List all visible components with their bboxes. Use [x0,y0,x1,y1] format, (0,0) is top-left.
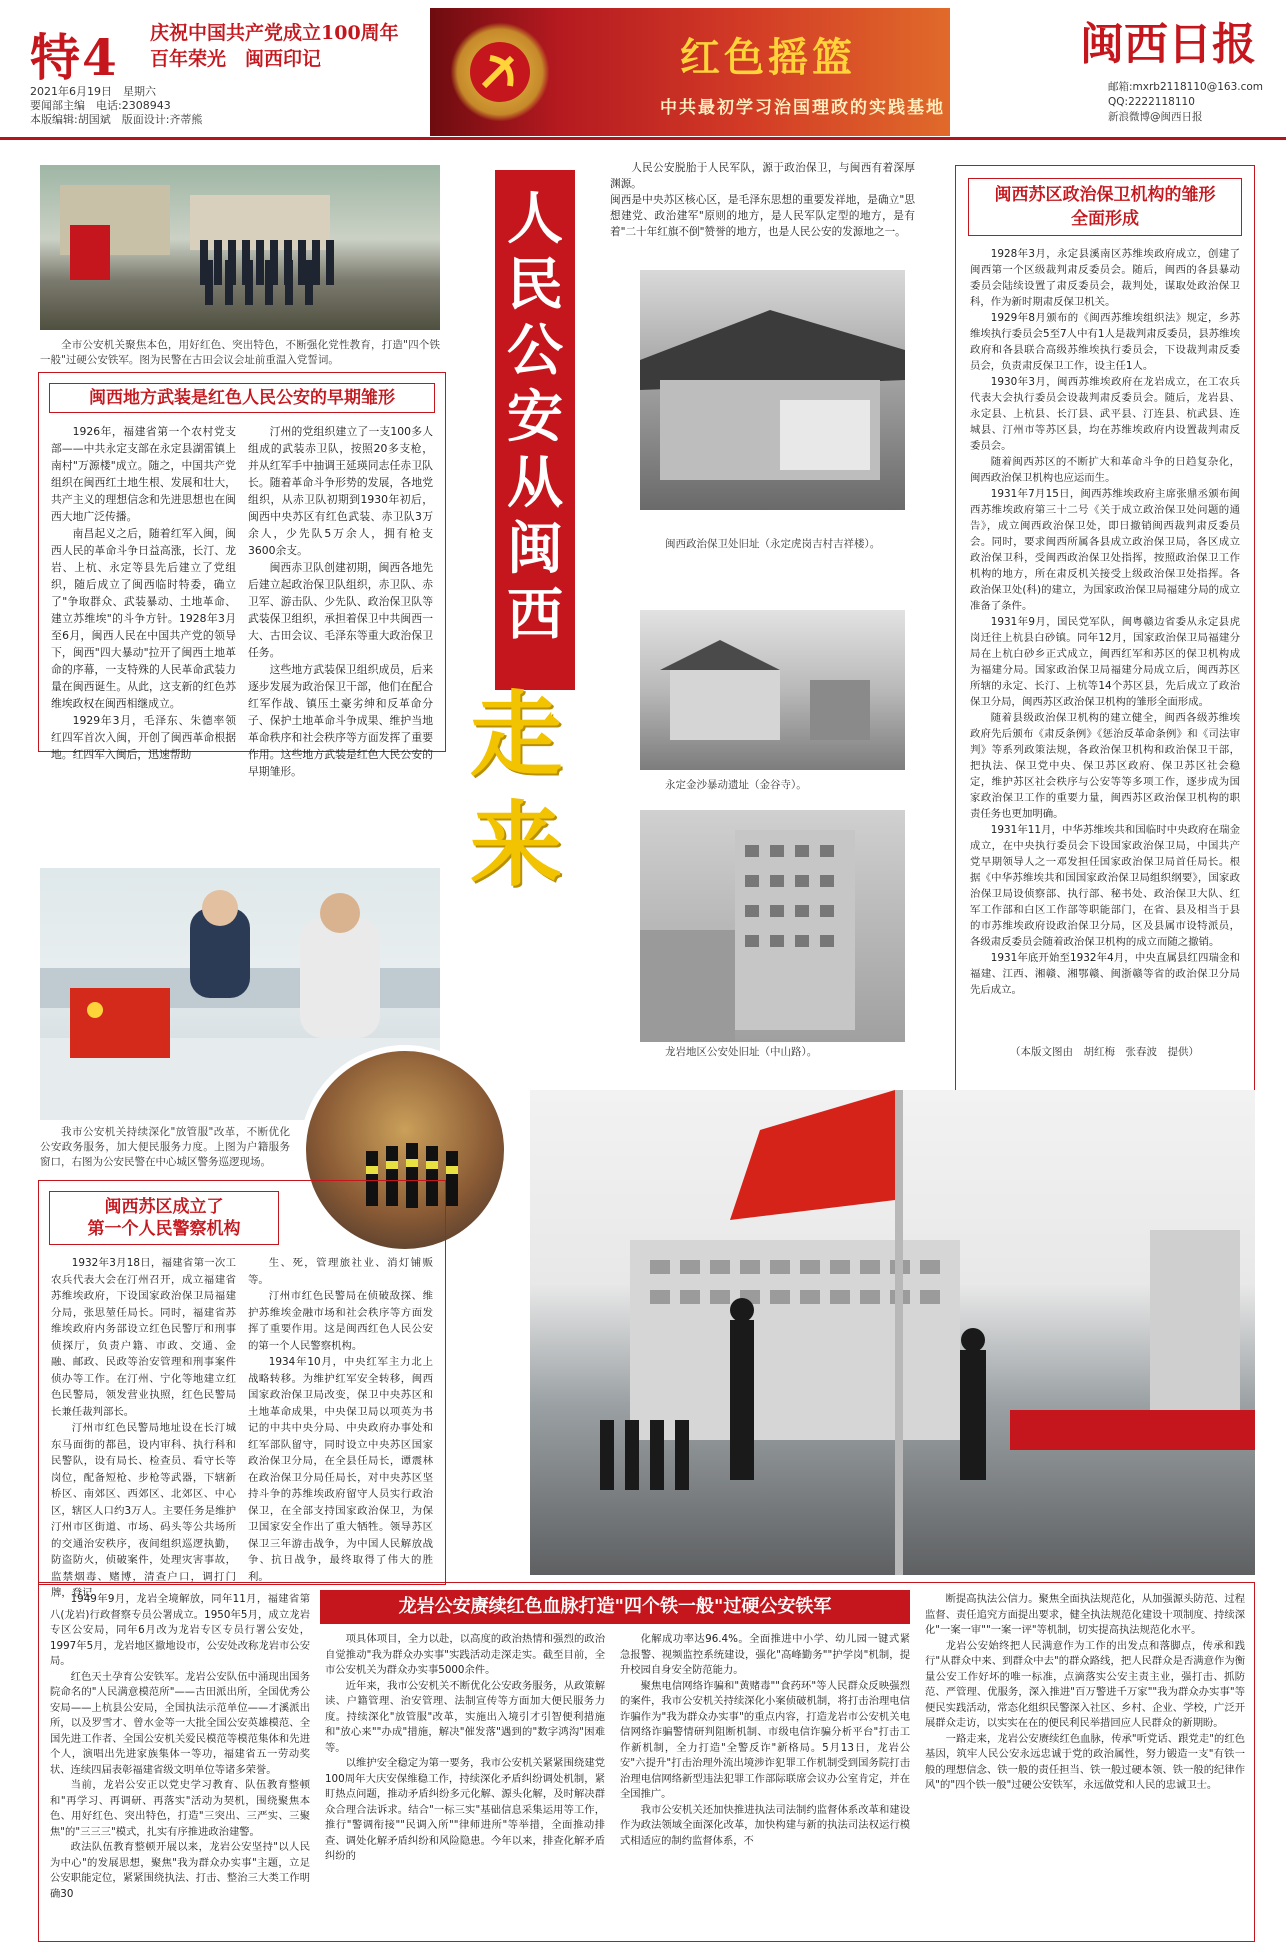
page-theme [150,20,410,72]
article-column [50,1592,310,1902]
paragraph: 1949年9月，龙岩全境解放，同年11月，福建省第八(龙岩)行政督察专员公署成立。1950年5月，成立龙岩专区公安局，同年6月改为龙岩专区专员行署公安处，1997年5月，龙岩地区撤地设市，公安处改称龙岩市公安局。 [50,1593,310,1667]
paragraph: 随着闽西苏区的不断扩大和革命斗争的日趋复杂化，闽西政治保卫机构也应运而生。 [970,456,1240,484]
paragraph: 1931年7月15日，闽西苏维埃政府主席张鼎丞颁布闽西苏维埃政府第三十二号《关于成立政治保卫处问题的通告》，成立闽西政治保卫处，即日撤销闽西裁判肃反委员会。同时，要求闽西所属各县成立政治保卫局，各区成立政治保卫科，受闽西政治保卫处指挥，按照政治保卫工作机构的地方，所在肃反机关接受上级政治保卫处指挥。各政治保卫处(科)的建立，为国家政治保卫局福建分局的成立准备了条件。 [970,488,1240,612]
paragraph: 红色天土孕育公安铁军。龙岩公安队伍中涌现出国务院命名的"人民满意模范所"——古田派出所，全国优秀公安局——上杭县公安局，全国执法示范单位——才溪派出所，以及罗雪才、曾水金等一大批全国公安英雄模范、全国先进工作者、全国公安机关爱民模范等模范集体和先进个人，演唱出先进家族集体一等功，福建省五一劳动奖状、连续四届表彰福建省级文明单位等诸多荣誉。 [50,1670,310,1776]
section-early-armed-forces [38,372,446,778]
paragraph: 我市公安机关还加快推进执法司法制约监督体系改革和建设作为政法领域全面深化改革，加快构建与新的执法司法权运行模式相适应的制约监督体系，不 [620,1803,910,1847]
article-column [248,1255,433,1602]
paragraph: 化解成功率达96.4%。全面推进中小学、幼儿园一键式紧急报警、视频监控系统建设，强化"高峰勤务""护学岗"机制，提升校园自身安全防范能力。 [620,1633,910,1676]
article-column [956,244,1254,1000]
paragraph: 聚焦电信网络诈骗和"黄赌毒""食药环"等人民群众反映强烈的案件，我市公安机关持续深化小案侦破机制，将打击治理电信诈骗作为"我为群众办实事"的重点内容，打造龙岩市公安机关电信网络诈骗警情研判阻断机制、市级电信诈骗分析平台"打击工作新机制，全力打造"全警反诈"新格局。5月13日，龙岩公安"六提升"打击治理外流出境涉诈犯罪工作机制受到国务院打击治理电信网络新型违法犯罪工作部际联席会议办公室肯定，并在全国推广。 [620,1679,910,1800]
paragraph: 1929年3月，毛泽东、朱德率领红四军首次入闽，开创了闽西革命根据地。红四军入闽后，迅速帮助 [51,714,236,761]
paragraph: 以维护安全稳定为第一要务，我市公安机关紧紧围绕建党100周年大庆安保维稳工作，持续深化矛盾纠纷调处机制，紧盯热点问题，推动矛盾纠纷多元化解、源头化解，及时解决群众合理合法诉求。结合"一标三实"基础信息采集运用等工作，推行"警调衔接""民调入所""律师进所"等举措，全面推动排查、调处化解矛盾纠纷和风险隐患。今年以来，排查化解矛盾纠纷的 [325,1757,605,1862]
intro-text: 人民公安脱胎于人民军队，源于政治保卫，与闽西有着深厚渊源。 闽西是中央苏区核心区，是毛泽东思想的重要发祥地，是确立"思想建党、政治建军"原则的地方，是人民军队定型的地方，是有着"二十年红旗不倒"赞誉的地方，也是人民公安的发源地之一。 [610,162,915,238]
article-column [325,1632,605,1865]
paragraph: 项具体项目，全力以赴，以高度的政治热情和强烈的政治自觉推动"我为群众办实事"实践活动走深走实。截至目前，全市公安机关为群众办实事5000余件。 [325,1633,605,1676]
headline-accent-char: 来 [470,791,563,899]
headline-accent [470,680,562,900]
paragraph: 1929年8月颁布的《闽西苏维埃组织法》规定，乡苏维埃执行委员会5至7人中有1人是裁判肃反委员，县苏维埃政府和各县联合高级苏维埃执行委员会，下设裁判肃反委员会，负责肃反保卫工作，设主任1人。 [970,312,1240,372]
photo-longyan-police-old-site [640,810,905,1042]
party-emblem-icon [450,22,550,122]
headline-char: 从 [507,450,563,516]
article-column [925,1592,1245,1794]
issue-editor: 要闻部主编 电话:2308943 [30,99,171,112]
paragraph: 近年来，我市公安机关不断优化公安政务服务，从政策解读、户籍管理、治安管理、法制宣传等方面加大便民服务力度。持续深化"放管服"改革，实施出入境引才引智便利措施和"放心来""办成"措施，解决"催发落"遇到的"数字鸿沟"困难等。 [325,1679,605,1754]
headline-char: 闽 [507,516,563,582]
section-first-police-agency [38,1180,446,1599]
paragraph: 断提高执法公信力。聚焦全面执法规范化，从加强源头防范、过程监督、责任追究方面提出要求，健全执法规范化建设十项制度、持续深化"一案一审""一案一评"等机制，切实提高执法规范化水平。 [925,1593,1245,1636]
photo-jinsha-uprising-site [640,610,905,770]
section-heading [968,178,1242,236]
issue-design: 本版编辑:胡国斌 版面设计:齐蒂熊 [30,113,203,126]
contact-weibo: 新浪微博@闽西日报 [1108,111,1203,123]
heading-line-1: 闽西苏区成立了 [104,1197,224,1217]
photo-service-caption: 我市公安机关持续深化"放管服"改革，不断优化公安政务服务，加大便民服务力度。上图为户籍服务窗口，右图为公安民警在中心城区警务巡逻现场。 [40,1126,290,1168]
headline-char: 安 [507,384,563,450]
paragraph: 1934年10月，中央红军主力北上战略转移。为维护红军安全转移，闽西国家政治保卫局改变，保卫中央苏区和土地革命成果，中央保卫局以项英为书记的中共中央分局、中央政府办事处和红军部队留守，同时设立中央苏区国家政治保卫分局，在全县任局长，谭震林在政治保卫分局任局长，对中央苏区坚持斗争的苏维埃政府留守人员实行政治保卫，在全部支持国家政治保卫，为保卫国家安全作出了重大牺牲。领导苏区保卫三年游击战争，为中国人民解放战争、抗日战争，最终取得了伟大的胜利。 [248,1356,433,1583]
paragraph: 生、死，管理旅社业、消灯铺贩等。 [248,1257,433,1286]
newspaper-logo: 闽西日报 [1080,19,1256,70]
paragraph: 当前，龙岩公安正以党史学习教育、队伍教育整顿和"再学习、再调研、再落实"活动为契机，围绕聚焦本色、用好红色、突出特色，打造"三突出、三严实、三聚焦"的"三三三"模式，扎实有序推进政治建警。 [50,1779,310,1838]
paragraph: 1930年3月，闽西苏维埃政府在龙岩成立，在工农兵代表大会执行委员会设裁判肃反委员会。随后，龙岩县、永定县、上杭县、长汀县、武平县、汀连县、杭武县、连城县、汀州市等苏区县，均在苏维埃政府内设置裁判肃反委员会。 [970,376,1240,452]
headline-char: 民 [507,252,563,318]
article-column [248,423,433,780]
paragraph: 1931年9月，国民党军队，闽粤赣边省委从永定县虎岗迁往上杭县白砂镇。同年12月，国家政治保卫局福建分局在上杭白砂乡正式成立，闽西红军和苏区的保卫机构成为福建分局。国家政治保卫局福建分局成立后，闽西苏区所辖的永定、长汀、上杭等14个苏区县，先后成立了政治保卫分局，闽西苏区政治保卫机构的雏形全面形成。 [970,616,1240,708]
heading-line-2: 第一个人民警察机构 [87,1219,241,1239]
photo-security-office-caption: 闽西政治保卫处旧址（永定虎岗吉村吉祥楼）。 [665,538,881,550]
paragraph: 汀州市红色民警局地址设在长汀城东马面街的都邑，设内审科、执行科和民警队，设有局长、检查员、看守长等岗位，配备短枪、步枪等武器，下辖新桥区、南郊区、西郊区、北郊区、中心区，辖区人口约3万人。主要任务是维护汀州市区街道、市场、码头等公共场所的交通治安秩序，夜间组织巡逻执勤，防盗防火，侦破案件，处理灾害事故，监禁烟毒、赌博，清查户口，调打门牌，登记 [51,1422,236,1599]
banner-subtitle: 中共最初学习治国理政的实践基地 [660,98,945,118]
bottom-story-heading: 龙岩公安赓续红色血脉打造"四个铁一般"过硬公安铁军 [320,1590,910,1624]
photo-longyan-old-site-caption: 龙岩地区公安处旧址（中山路）。 [665,1046,818,1058]
paragraph: 汀州的党组织建立了一支100多人组成的武装赤卫队，按照20多支枪，并从红军手中抽调王延瑛同志任赤卫队长。随着革命斗争形势的发展，各地党组织，从赤卫队初期到1930年初后，闽西中央苏区有红色武装、赤卫队3万余人，少先队5万余人，拥有枪支3600余支。 [248,425,433,557]
masthead [0,0,1286,140]
theme-line-2: 百年荣光 闽西印记 [150,48,322,70]
headline-char: 公 [507,318,563,384]
contact-email: 邮箱:mxrb2118110@163.com [1108,81,1264,93]
heading-line-1: 闽西苏区政治保卫机构的雏形 [994,185,1216,205]
paragraph: 1926年，福建省第一个农村党支部——中共永定支部在永定县湖雷镇上南村"万源楼"成立。随之，中国共产党组织在闽西红土地生根、发展和壮大，共产主义的理想信念和先进思想也在闽西大地广泛传播。 [51,425,236,523]
page-number: 特4 [30,28,119,87]
article-column [620,1632,910,1849]
section-political-security-agency [955,165,1255,1100]
photo-credit: （本版文图由 胡红梅 张春波 提供） [1010,1046,1199,1058]
section-heading [49,1191,279,1245]
paragraph: 1928年3月，永定县溪南区苏维埃政府成立，创建了闽西第一个区级裁判肃反委员会。随后，闽西的各县暴动委员会陆续设置了肃反委员会，裁判处，谋取处政治保卫科，作为新时期肃反保卫机关。 [970,248,1240,308]
paragraph: 南昌起义之后，随着红军入闽，闽西人民的革命斗争日益高涨，长汀、龙岩、上杭、永定等县先后建立了党组织，随后成立了闽西临时特委，确立了"争取群众、武装暴动、土地革命、建立苏维埃"的斗争方针。1928年3月至6月，闽西人民在中国共产党的领导下，闽西"四大暴动"拉开了闽西土地革命的序幕，一支特殊的人民革命武装力量在闽西诞生。从此，这支新的红色苏维埃政权在闽西相继成立。 [51,527,236,710]
contact-info [1108,80,1263,125]
section-heading: 闽西地方武装是红色人民公安的早期雏形 [49,383,435,413]
headline-char: 西 [507,582,563,648]
banner-title: 红色摇篮 [680,34,856,81]
issue-meta [30,85,202,127]
article-column [51,1255,236,1602]
theme-line-1: 庆祝中国共产党成立100周年 [150,22,399,44]
headline-accent-char: 走 [470,681,563,789]
headline-char: 人 [507,186,563,252]
photo-police-oath [40,165,440,330]
main-headline [495,170,575,690]
paragraph: 龙岩公安始终把人民满意作为工作的出发点和落脚点，传承和践行"从群众中来、到群众中去"的群众路线，把人民群众是否满意作为衡量公安工作好坏的唯一标准，点滴落实公安主责主业，强打击、抓防范、严管理、优服务，深入推进"百万警进千万家""我为群众办实事"等便民实践活动，常态化组织民警深入社区、乡村、企业、学校，广泛开展群众走访，以实实在在的便民利民举措回应人民群众的新期盼。 [925,1639,1245,1729]
photo-jinsha-caption: 永定金沙暴动遗址（金谷寺）。 [665,779,807,791]
paragraph: 这些地方武装保卫组织成员，后来逐步发展为政治保卫干部，他们在配合红军作战、镇压土豪劣绅和反革命分子、保护土地革命斗争成果、维护当地革命秩序和社会秩序等方面发挥了重要作用。这些地方武装是红色人民公安的早期雏形。 [248,663,433,778]
issue-date: 2021年6月19日 星期六 [30,85,156,98]
paragraph: 随着县级政治保卫机构的建立健全，闽西各级苏维埃政府先后颁布《肃反条例》《惩治反革命条例》和《司法审判》等系列政策法规，各政治保卫机构和政治保卫干部，把执法、保卫党中央、保卫苏区政府、保卫苏区社会稳定，维护苏区社会秩序与公安等等多项工作，逐步成为国家政治保卫工作的重要力量，闽西苏区政治保卫机构的职责任务也更加明确。 [970,712,1240,820]
paragraph: 政法队伍教育整顿开展以来，龙岩公安坚持"以人民为中心"的发展思想，聚焦"我为群众办实事"主题，立足公安职能定位，紧紧围绕执法、打击、整治三大类工作明确30 [50,1841,310,1900]
article-column [51,423,236,780]
feature-banner [430,8,950,136]
paragraph: 1931年底开始至1932年4月，中央直属县红四瑞金和福建、江西、湘赣、湘鄂赣、闽浙赣等省的政治保卫分局先后成立。 [970,952,1240,996]
photo-police-oath-caption: 全市公安机关聚焦本色，用好红色、突出特色，不断强化党性教育，打造"四个铁一般"过硬公安铁军。图为民警在古田会议会址前重温入党誓词。 [40,339,440,366]
photo-flag-raising [530,1090,1255,1575]
paragraph: 一路走来，龙岩公安赓续红色血脉，传承"听党话、跟党走"的红色基因，筑牢人民公安永远忠诚于党的政治属性，努力锻造一支"有铁一般的理想信念、铁一般的责任担当、铁一般过硬本领、铁一般的纪律作风"的"四个铁一般"过硬公安铁军，永远做党和人民的忠诚卫士。 [925,1732,1245,1791]
heading-line-2: 全面形成 [1071,209,1139,229]
paragraph: 1931年11月，中华苏维埃共和国临时中央政府在瑞金成立，在中央执行委员会下设国家政治保卫局，中国共产党早期领导人之一邓发担任国家政治保卫局首任局长。根据《中华苏维埃共和国国家政治保卫局组织纲要》，国家政治保卫局设侦察部、执行部、秘书处、政治保卫大队、红军工作部和白区工作部等职能部门，在省、县及相当于县的市苏维埃政府设政治保卫分局，区及县属市设特派员，各级肃反委员会随着政治保卫机构的成立而随之撤销。 [970,824,1240,948]
paragraph: 汀州市红色民警局在侦破敌探、维护苏维埃金融市场和社会秩序等方面发挥了重要作用。这是闽西红色人民公安的第一个人民警察机构。 [248,1290,433,1352]
photo-security-office-site [640,270,905,510]
paragraph: 闽西赤卫队创建初期，闽西各地先后建立起政治保卫队组织，赤卫队、赤卫军、游击队、少先队、政治保卫队等武装保卫组织，承担着保卫中共闽西一大、古田会议、毛泽东等重大政治保卫任务。 [248,561,433,659]
contact-qq: QQ:2222118110 [1108,96,1195,108]
paragraph: 1932年3月18日，福建省第一次工农兵代表大会在汀州召开，成立福建省苏维埃政府，下设国家政治保卫局福建分局，张思堃任局长。同时，福建省苏维埃政府内务部设立红色民警厅和刑事侦探厅，负责户籍、市政、交通、金融、邮政、民政等治安管理和刑事案件侦办等工作。在汀州、宁化等地建立红色民警局，领发营业执照，红色民警局长兼任裁判部长。 [51,1257,236,1418]
